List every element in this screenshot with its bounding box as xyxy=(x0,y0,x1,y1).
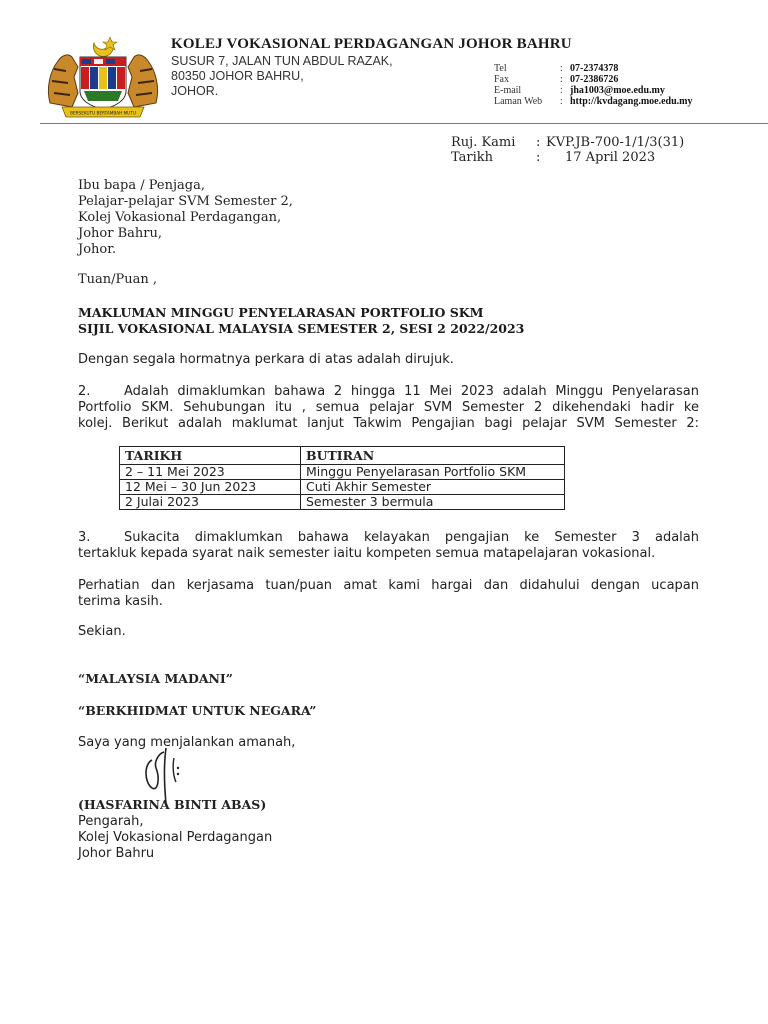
email-value[interactable]: jha1003@moe.edu.my xyxy=(570,85,665,96)
table-cell: 12 Mei – 30 Jun 2023 xyxy=(120,480,301,495)
ruj-value: KVP.JB-700-1/1/3(31) xyxy=(546,135,685,150)
fax-label: Fax xyxy=(494,74,509,85)
motto-madani: “MALAYSIA MADANI” xyxy=(78,671,233,686)
table-row xyxy=(120,495,565,510)
letterhead-divider xyxy=(40,123,768,124)
signatory-title: Kolej Vokasional Perdagangan xyxy=(78,830,273,845)
table-cell: 2 Julai 2023 xyxy=(120,495,301,510)
colon: : xyxy=(560,96,563,107)
para4-line-1: Perhatian dan kerjasama tuan/puan amat kami hargai dan didahului dengan ucapan xyxy=(78,578,699,593)
institution-name: KOLEJ VOKASIONAL PERDAGANGAN JOHOR BAHRU xyxy=(171,36,572,52)
signatory-title: Pengarah, xyxy=(78,814,144,829)
address-line-1: SUSUR 7, JALAN TUN ABDUL RAZAK, xyxy=(171,54,393,68)
column-header-tarikh: TARIKH xyxy=(120,447,301,465)
table-cell: Semester 3 bermula xyxy=(301,495,565,510)
signature-intro: Saya yang menjalankan amanah, xyxy=(78,735,296,750)
takwim-table xyxy=(119,446,565,510)
para3-number: 3. xyxy=(78,530,91,545)
ruj-label: Ruj. Kami xyxy=(451,135,516,150)
para3-line-2: tertakluk kepada syarat naik semester iaitu kompeten semua matapelajaran vokasional. xyxy=(78,546,656,561)
para3-line-1: Sukacita dimaklumkan bahawa kelayakan pengajian ke Semester 3 adalah xyxy=(124,530,699,545)
recipient-line: Johor. xyxy=(78,242,117,257)
colon: : xyxy=(536,150,541,165)
tarikh-value: 17 April 2023 xyxy=(565,150,656,165)
table-row xyxy=(120,480,565,495)
table-cell: 2 – 11 Mei 2023 xyxy=(120,465,301,480)
table-cell: Cuti Akhir Semester xyxy=(301,480,565,495)
recipient-line: Pelajar-pelajar SVM Semester 2, xyxy=(78,194,293,209)
subject-line-2: SIJIL VOKASIONAL MALAYSIA SEMESTER 2, SESI 2 2022/2023 xyxy=(78,321,525,336)
closing-line: Sekian. xyxy=(78,624,126,639)
opening-line: Dengan segala hormatnya perkara di atas adalah dirujuk. xyxy=(78,352,454,367)
tarikh-label: Tarikh xyxy=(451,150,494,165)
fax-value: 07-2386726 xyxy=(570,74,619,85)
colon: : xyxy=(560,85,563,96)
coat-of-arms-icon xyxy=(44,33,162,119)
address-line-3: JOHOR. xyxy=(171,84,219,98)
motto-berkhidmat: “BERKHIDMAT UNTUK NEGARA” xyxy=(78,703,317,718)
colon: : xyxy=(560,63,563,74)
svg-text:BERSEKUTU BERTAMBAH MUTU: BERSEKUTU BERTAMBAH MUTU xyxy=(70,110,136,116)
website-value[interactable]: http://kvdagang.moe.edu.my xyxy=(570,96,693,107)
table-header-row xyxy=(120,447,565,465)
para2-line-2: Portfolio SKM. Sehubungan itu , semua pelajar SVM Semester 2 dikehendaki hadir ke xyxy=(78,400,699,415)
para2-line-3: kolej. Berikut adalah maklumat lanjut Takwim Pengajian bagi pelajar SVM Semester 2: xyxy=(78,416,699,431)
recipient-line: Johor Bahru, xyxy=(78,226,162,241)
para2-number: 2. xyxy=(78,384,91,399)
signatory-name: (HASFARINA BINTI ABAS) xyxy=(78,797,267,812)
address-line-2: 80350 JOHOR BAHRU, xyxy=(171,69,304,83)
salutation: Tuan/Puan , xyxy=(78,272,158,287)
signatory-title: Johor Bahru xyxy=(78,846,155,861)
recipient-line: Ibu bapa / Penjaga, xyxy=(78,178,205,193)
subject-line-1: MAKLUMAN MINGGU PENYELARASAN PORTFOLIO SKM xyxy=(78,305,484,320)
table-row xyxy=(120,465,565,480)
column-header-butiran: BUTIRAN xyxy=(301,447,565,465)
para4-line-2: terima kasih. xyxy=(78,594,163,609)
tel-label: Tel xyxy=(494,63,507,74)
website-label: Laman Web xyxy=(494,96,543,107)
recipient-line: Kolej Vokasional Perdagangan, xyxy=(78,210,282,225)
colon: : xyxy=(560,74,563,85)
para2-line-1: Adalah dimaklumkan bahawa 2 hingga 11 Mei 2023 adalah Minggu Penyelarasan xyxy=(124,384,699,399)
tel-value: 07-2374378 xyxy=(570,63,619,74)
table-cell: Minggu Penyelarasan Portfolio SKM xyxy=(301,465,565,480)
colon: : xyxy=(536,135,541,150)
email-label: E-mail xyxy=(494,85,522,96)
